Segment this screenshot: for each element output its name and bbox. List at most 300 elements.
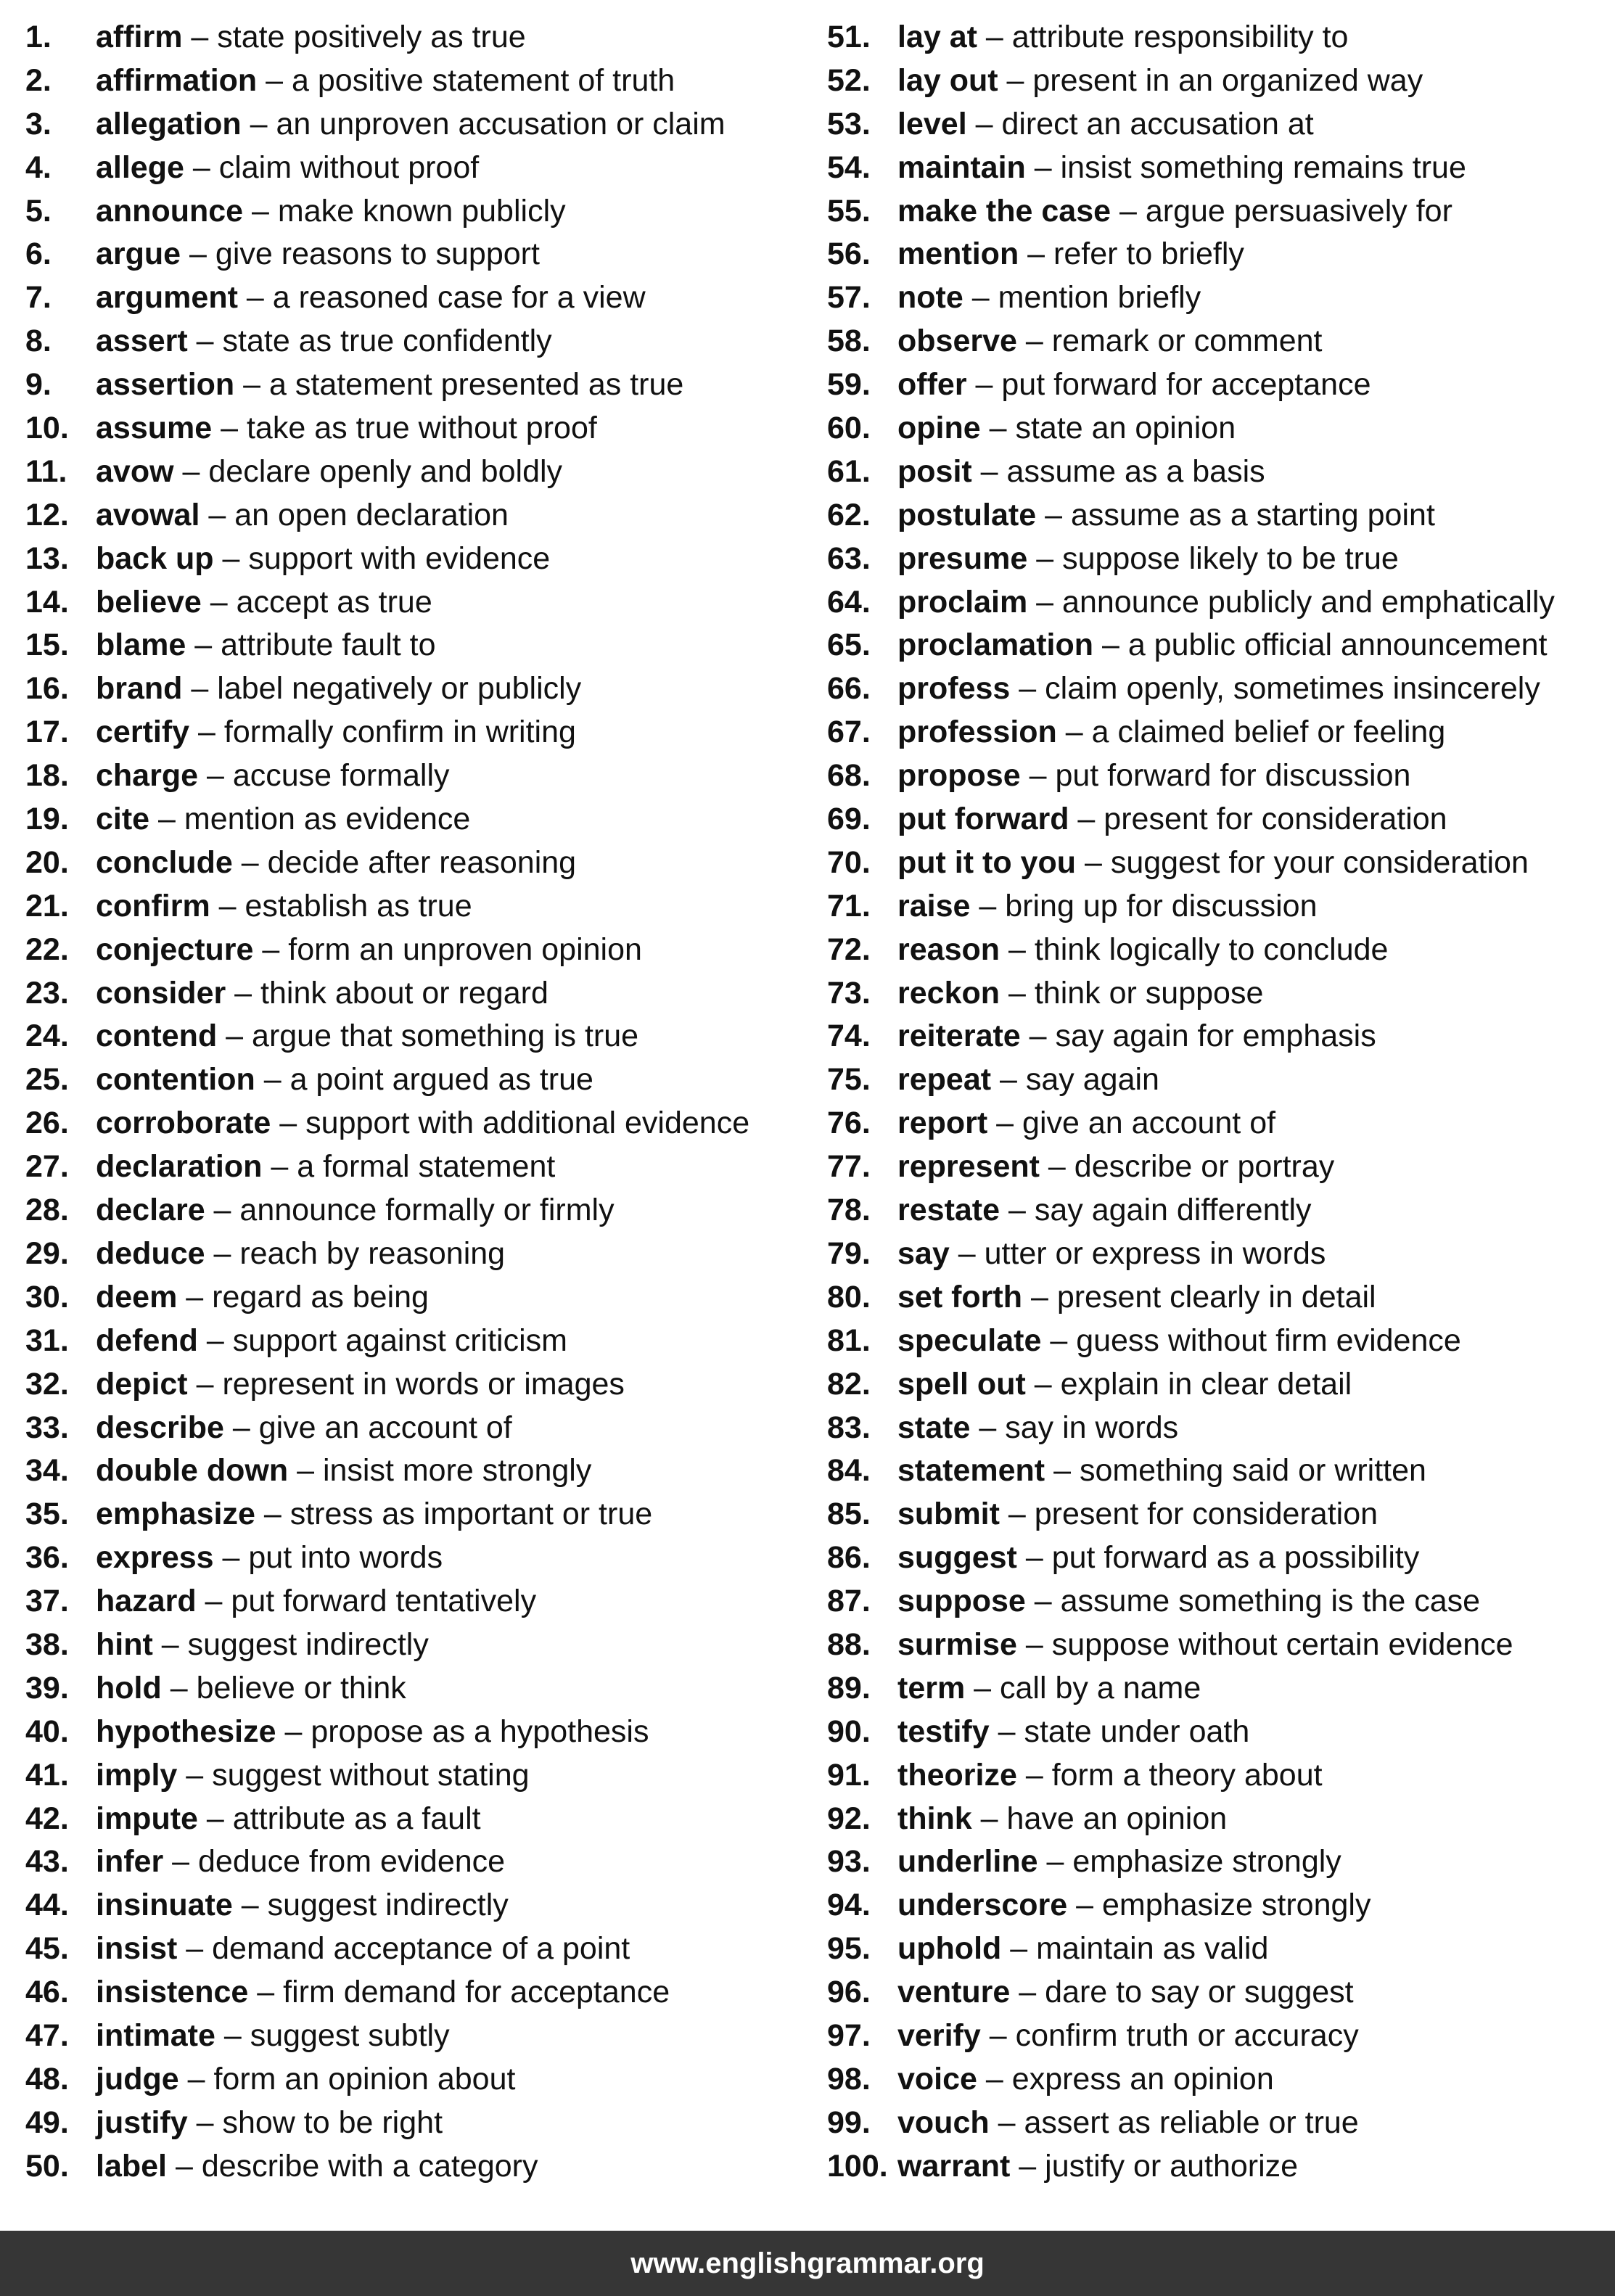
- item-number: 16.: [25, 671, 69, 707]
- item-text: [96, 1754, 530, 1798]
- item-number: 95.: [827, 1931, 871, 1967]
- item-definition: announce publicly and emphatically: [1062, 584, 1555, 620]
- item-text: [96, 1058, 593, 1102]
- item-term: contention: [96, 1062, 255, 1098]
- item-separator: –: [1039, 1149, 1074, 1185]
- item-definition: emphasize strongly: [1102, 1888, 1371, 1923]
- item-separator: –: [966, 367, 1002, 403]
- item-separator: –: [1010, 2148, 1045, 2184]
- list-item: [827, 754, 1611, 798]
- item-text: [96, 1667, 406, 1711]
- item-number: 30.: [25, 1279, 69, 1314]
- item-separator: –: [182, 671, 218, 707]
- item-text: [897, 1493, 1378, 1536]
- item-number: 84.: [827, 1453, 871, 1489]
- item-definition: dare to say or suggest: [1045, 1975, 1354, 2010]
- item-definition: argue persuasively for: [1145, 193, 1452, 229]
- list-item: [827, 233, 1611, 276]
- item-text: [897, 1624, 1513, 1667]
- item-definition: mention as evidence: [184, 802, 471, 837]
- list-item: [827, 929, 1611, 972]
- item-text: [897, 1536, 1419, 1580]
- item-separator: –: [210, 888, 245, 923]
- item-definition: attribute as a fault: [232, 1801, 481, 1836]
- item-text: [897, 407, 1236, 450]
- item-number: 14.: [25, 584, 69, 620]
- item-text: [96, 1624, 429, 1667]
- item-number: 6.: [25, 236, 52, 272]
- list-item: [827, 581, 1611, 625]
- list-item: [25, 538, 802, 581]
- list-item: [827, 1493, 1611, 1536]
- item-term: insinuate: [96, 1888, 233, 1923]
- item-separator: –: [949, 1235, 985, 1271]
- item-term: term: [897, 1670, 966, 1705]
- item-number: 48.: [25, 2061, 69, 2097]
- item-text: [897, 2102, 1359, 2145]
- item-number: 35.: [25, 1497, 69, 1532]
- item-definition: an open declaration: [234, 497, 509, 532]
- item-term: intimate: [96, 2017, 215, 2053]
- item-definition: think about or regard: [260, 975, 548, 1011]
- item-separator: –: [217, 1019, 252, 1054]
- item-number: 29.: [25, 1235, 69, 1271]
- item-text: [897, 1407, 1178, 1450]
- item-text: [897, 1884, 1371, 1927]
- item-number: 34.: [25, 1453, 69, 1489]
- item-term: allegation: [96, 106, 242, 141]
- list-item: [25, 190, 802, 234]
- item-term: raise: [897, 888, 971, 923]
- item-term: profession: [897, 715, 1057, 750]
- list-item: [827, 1145, 1611, 1189]
- item-separator: –: [201, 584, 237, 620]
- list-item: [827, 494, 1611, 538]
- item-term: maintain: [897, 149, 1026, 185]
- item-definition: take as true without proof: [246, 411, 597, 446]
- item-definition: label negatively or publicly: [217, 671, 582, 707]
- list-item: [827, 103, 1611, 147]
- item-text: [897, 885, 1317, 929]
- list-item: [25, 624, 802, 667]
- list-item: [25, 711, 802, 754]
- item-text: [96, 624, 436, 667]
- item-definition: assert as reliable or true: [1024, 2104, 1359, 2140]
- item-text: [897, 1102, 1275, 1145]
- item-text: [96, 842, 576, 885]
- item-text: [96, 59, 675, 103]
- item-number: 72.: [827, 931, 871, 967]
- item-number: 93.: [827, 1844, 871, 1880]
- item-term: reiterate: [897, 1019, 1021, 1054]
- item-separator: –: [187, 324, 223, 359]
- item-text: [96, 103, 726, 147]
- item-separator: –: [980, 2017, 1016, 2053]
- item-text: [96, 1320, 567, 1363]
- item-separator: –: [991, 1062, 1026, 1098]
- item-text: [897, 1711, 1249, 1754]
- list-item: [25, 754, 802, 798]
- item-separator: –: [966, 106, 1002, 141]
- item-definition: suggest subtly: [250, 2017, 450, 2053]
- item-text: [897, 494, 1435, 538]
- item-number: 50.: [25, 2148, 69, 2184]
- item-term: cite: [96, 802, 150, 837]
- item-definition: propose as a hypothesis: [311, 1713, 649, 1749]
- item-separator: –: [253, 931, 289, 967]
- item-number: 39.: [25, 1670, 69, 1705]
- item-number: 45.: [25, 1931, 69, 1967]
- item-text: [96, 2058, 515, 2102]
- list-item: [827, 450, 1611, 494]
- item-term: confirm: [96, 888, 210, 923]
- list-item: [25, 103, 802, 147]
- item-term: suggest: [897, 1540, 1017, 1576]
- item-definition: describe or portray: [1074, 1149, 1335, 1185]
- item-number: 77.: [827, 1149, 871, 1185]
- item-definition: attribute responsibility to: [1011, 20, 1349, 54]
- item-number: 41.: [25, 1757, 69, 1793]
- item-number: 53.: [827, 106, 871, 141]
- item-number: 43.: [25, 1844, 69, 1880]
- item-number: 51.: [827, 20, 871, 54]
- item-definition: suggest indirectly: [187, 1626, 429, 1662]
- item-definition: emphasize strongly: [1072, 1844, 1341, 1880]
- item-term: lay at: [897, 20, 977, 54]
- item-number: 96.: [827, 1975, 871, 2010]
- item-text: [897, 929, 1388, 972]
- list-item: [827, 1276, 1611, 1320]
- item-definition: reach by reasoning: [239, 1235, 506, 1271]
- list-item: [827, 1449, 1611, 1493]
- item-number: 83.: [827, 1410, 871, 1445]
- item-term: warrant: [897, 2148, 1011, 2184]
- item-definition: assume something is the case: [1060, 1584, 1481, 1619]
- item-separator: –: [178, 2061, 214, 2097]
- item-text: [897, 2145, 1298, 2189]
- item-number: 11.: [25, 453, 67, 489]
- item-number: 97.: [827, 2017, 871, 2053]
- item-number: 32.: [25, 1366, 69, 1402]
- item-term: assert: [96, 324, 188, 359]
- item-number: 76.: [827, 1106, 871, 1141]
- item-number: 59.: [827, 367, 871, 403]
- list-item: [827, 842, 1611, 885]
- item-text: [96, 754, 450, 798]
- item-definition: present in an organized way: [1032, 62, 1423, 98]
- item-separator: –: [1027, 540, 1063, 576]
- item-text: [96, 1493, 652, 1536]
- item-definition: a public official announcement: [1127, 628, 1548, 663]
- item-number: 73.: [827, 975, 871, 1011]
- item-definition: accept as true: [236, 584, 432, 620]
- item-term: depict: [96, 1366, 188, 1402]
- item-number: 21.: [25, 888, 69, 923]
- item-text: [897, 363, 1371, 407]
- item-separator: –: [1037, 1844, 1073, 1880]
- item-number: 44.: [25, 1888, 69, 1923]
- list-item: [827, 1798, 1611, 1841]
- item-definition: a reasoned case for a view: [272, 280, 646, 316]
- item-text: [897, 450, 1265, 494]
- item-definition: mention briefly: [998, 280, 1201, 316]
- item-number: 15.: [25, 628, 69, 663]
- item-term: note: [897, 280, 963, 316]
- item-term: profess: [897, 671, 1011, 707]
- list-item: [25, 2102, 802, 2145]
- list-item: [25, 1407, 802, 1450]
- item-separator: –: [232, 844, 268, 880]
- item-term: affirmation: [96, 62, 258, 98]
- item-separator: –: [205, 1193, 240, 1228]
- item-term: voice: [897, 2061, 977, 2097]
- list-item: [827, 667, 1611, 711]
- item-term: set forth: [897, 1279, 1022, 1314]
- list-item: [25, 1493, 802, 1536]
- item-term: affirm: [96, 20, 183, 54]
- item-number: 81.: [827, 1322, 871, 1358]
- item-separator: –: [970, 1410, 1006, 1445]
- item-number: 3.: [25, 106, 52, 141]
- item-separator: –: [288, 1453, 323, 1489]
- item-definition: something said or written: [1079, 1453, 1426, 1489]
- item-number: 4.: [25, 149, 52, 185]
- item-text: [96, 2015, 450, 2058]
- item-number: 38.: [25, 1626, 69, 1662]
- item-definition: deduce from evidence: [198, 1844, 506, 1880]
- list-item: [25, 320, 802, 363]
- item-separator: –: [234, 367, 270, 403]
- list-item: [25, 276, 802, 320]
- list-item: [827, 2102, 1611, 2145]
- item-separator: –: [186, 628, 221, 663]
- item-separator: –: [187, 2104, 223, 2140]
- list-item: [827, 1667, 1611, 1711]
- item-separator: –: [965, 1670, 1000, 1705]
- list-item: [25, 1449, 802, 1493]
- item-text: [897, 1449, 1426, 1493]
- item-definition: suppose likely to be true: [1062, 540, 1399, 576]
- item-text: [897, 1320, 1461, 1363]
- item-number: 62.: [827, 497, 871, 532]
- list-item: [827, 1971, 1611, 2015]
- item-separator: –: [189, 715, 224, 750]
- item-text: [897, 1667, 1201, 1711]
- item-text: [897, 233, 1244, 276]
- item-separator: –: [1069, 802, 1104, 837]
- list-item: [25, 1102, 802, 1145]
- item-number: 67.: [827, 715, 871, 750]
- item-number: 63.: [827, 540, 871, 576]
- item-text: [897, 320, 1323, 363]
- left-word-list: [25, 16, 802, 2189]
- list-item: [827, 16, 1611, 59]
- item-definition: declare openly and boldly: [208, 453, 563, 489]
- item-separator: –: [248, 1975, 284, 2010]
- item-term: infer: [96, 1844, 164, 1880]
- item-definition: insist more strongly: [322, 1453, 592, 1489]
- list-item: [827, 1233, 1611, 1276]
- item-separator: –: [257, 62, 292, 98]
- item-separator: –: [276, 1713, 311, 1749]
- item-definition: direct an accusation at: [1001, 106, 1314, 141]
- item-term: verify: [897, 2017, 981, 2053]
- list-item: [827, 2015, 1611, 2058]
- item-term: spell out: [897, 1366, 1026, 1402]
- item-number: 98.: [827, 2061, 871, 2097]
- item-text: [96, 798, 470, 842]
- item-text: [96, 1015, 638, 1058]
- item-number: 71.: [827, 888, 871, 923]
- item-separator: –: [1025, 1584, 1061, 1619]
- list-item: [25, 667, 802, 711]
- item-term: describe: [96, 1410, 224, 1445]
- item-separator: –: [149, 802, 184, 837]
- item-number: 7.: [25, 280, 52, 316]
- item-definition: formally confirm in writing: [223, 715, 576, 750]
- item-definition: a positive statement of truth: [292, 62, 675, 98]
- item-number: 100.: [827, 2148, 888, 2184]
- item-separator: –: [243, 193, 278, 229]
- item-number: 27.: [25, 1149, 69, 1185]
- item-number: 46.: [25, 1975, 69, 2010]
- list-item: [827, 59, 1611, 103]
- item-definition: show to be right: [222, 2104, 443, 2140]
- item-text: [96, 1145, 555, 1189]
- list-item: [25, 1320, 802, 1363]
- item-separator: –: [177, 1757, 213, 1793]
- item-separator: –: [271, 1106, 306, 1141]
- item-text: [96, 190, 566, 234]
- item-separator: –: [1001, 1931, 1037, 1967]
- item-separator: –: [1025, 1366, 1061, 1402]
- item-term: hint: [96, 1626, 153, 1662]
- item-definition: state under oath: [1024, 1713, 1250, 1749]
- list-item: [827, 1407, 1611, 1450]
- item-term: judge: [96, 2061, 179, 2097]
- list-item: [25, 407, 802, 450]
- item-text: [897, 581, 1555, 625]
- item-separator: –: [223, 1410, 259, 1445]
- item-definition: claim openly, sometimes insincerely: [1045, 671, 1540, 707]
- item-text: [96, 494, 509, 538]
- item-term: consider: [96, 975, 226, 1011]
- item-separator: –: [1045, 1453, 1080, 1489]
- item-separator: –: [987, 1106, 1023, 1141]
- item-term: allege: [96, 149, 184, 185]
- item-definition: state positively as true: [217, 20, 526, 54]
- item-number: 42.: [25, 1801, 69, 1836]
- item-term: underscore: [897, 1888, 1068, 1923]
- item-definition: accuse formally: [232, 758, 450, 794]
- item-number: 82.: [827, 1366, 871, 1402]
- item-number: 94.: [827, 1888, 871, 1923]
- item-definition: a point argued as true: [289, 1062, 593, 1098]
- item-separator: –: [989, 2104, 1024, 2140]
- item-term: charge: [96, 758, 199, 794]
- list-item: [25, 1233, 802, 1276]
- item-term: put forward: [897, 802, 1069, 837]
- item-number: 19.: [25, 802, 69, 837]
- item-definition: refer to briefly: [1053, 236, 1244, 272]
- item-definition: announce formally or firmly: [239, 1193, 615, 1228]
- item-definition: a formal statement: [297, 1149, 556, 1185]
- item-text: [897, 1058, 1159, 1102]
- footer-url: www.englishgrammar.org: [630, 2247, 985, 2279]
- item-text: [897, 1233, 1326, 1276]
- list-item: [25, 1840, 802, 1884]
- list-item: [25, 1667, 802, 1711]
- item-number: 55.: [827, 193, 871, 229]
- item-number: 2.: [25, 62, 52, 98]
- item-separator: –: [1056, 715, 1092, 750]
- item-definition: support with evidence: [248, 540, 551, 576]
- item-number: 78.: [827, 1193, 871, 1228]
- item-definition: firm demand for acceptance: [283, 1975, 670, 2010]
- item-separator: –: [971, 453, 1007, 489]
- item-text: [96, 711, 576, 754]
- item-separator: –: [1000, 975, 1035, 1011]
- item-number: 58.: [827, 324, 871, 359]
- list-item: [25, 842, 802, 885]
- item-separator: –: [970, 888, 1006, 923]
- item-term: theorize: [897, 1757, 1017, 1793]
- item-definition: think logically to conclude: [1034, 931, 1389, 967]
- item-term: deduce: [96, 1235, 205, 1271]
- item-separator: –: [1010, 671, 1045, 707]
- item-number: 47.: [25, 2017, 69, 2053]
- item-separator: –: [262, 1149, 297, 1185]
- item-term: reckon: [897, 975, 1000, 1011]
- item-separator: –: [1000, 931, 1035, 967]
- item-separator: –: [241, 106, 276, 141]
- item-text: [96, 1971, 670, 2015]
- item-text: [96, 1884, 509, 1927]
- item-number: 18.: [25, 758, 69, 794]
- list-item: [25, 1798, 802, 1841]
- list-item: [827, 972, 1611, 1016]
- item-term: report: [897, 1106, 988, 1141]
- item-number: 90.: [827, 1713, 871, 1749]
- item-term: proclaim: [897, 584, 1028, 620]
- item-term: statement: [897, 1453, 1045, 1489]
- item-text: [96, 147, 479, 190]
- item-number: 99.: [827, 2104, 871, 2140]
- item-separator: –: [1036, 497, 1071, 532]
- item-definition: a claimed belief or feeling: [1091, 715, 1446, 750]
- list-item: [827, 276, 1611, 320]
- item-text: [96, 2145, 538, 2189]
- item-text: [897, 1580, 1480, 1624]
- list-item: [25, 2015, 802, 2058]
- item-number: 54.: [827, 149, 871, 185]
- item-text: [96, 276, 646, 320]
- item-definition: state as true confidently: [222, 324, 552, 359]
- item-number: 91.: [827, 1757, 871, 1793]
- list-item: [827, 320, 1611, 363]
- item-term: venture: [897, 1975, 1011, 2010]
- item-term: avow: [96, 453, 174, 489]
- item-definition: say again: [1025, 1062, 1159, 1098]
- item-separator: –: [1067, 1888, 1103, 1923]
- item-number: 23.: [25, 975, 69, 1011]
- item-separator: –: [237, 280, 273, 316]
- item-number: 5.: [25, 193, 52, 229]
- list-item: [25, 1884, 802, 1927]
- list-item: [827, 1840, 1611, 1884]
- list-item: [25, 233, 802, 276]
- item-definition: insist something remains true: [1060, 149, 1466, 185]
